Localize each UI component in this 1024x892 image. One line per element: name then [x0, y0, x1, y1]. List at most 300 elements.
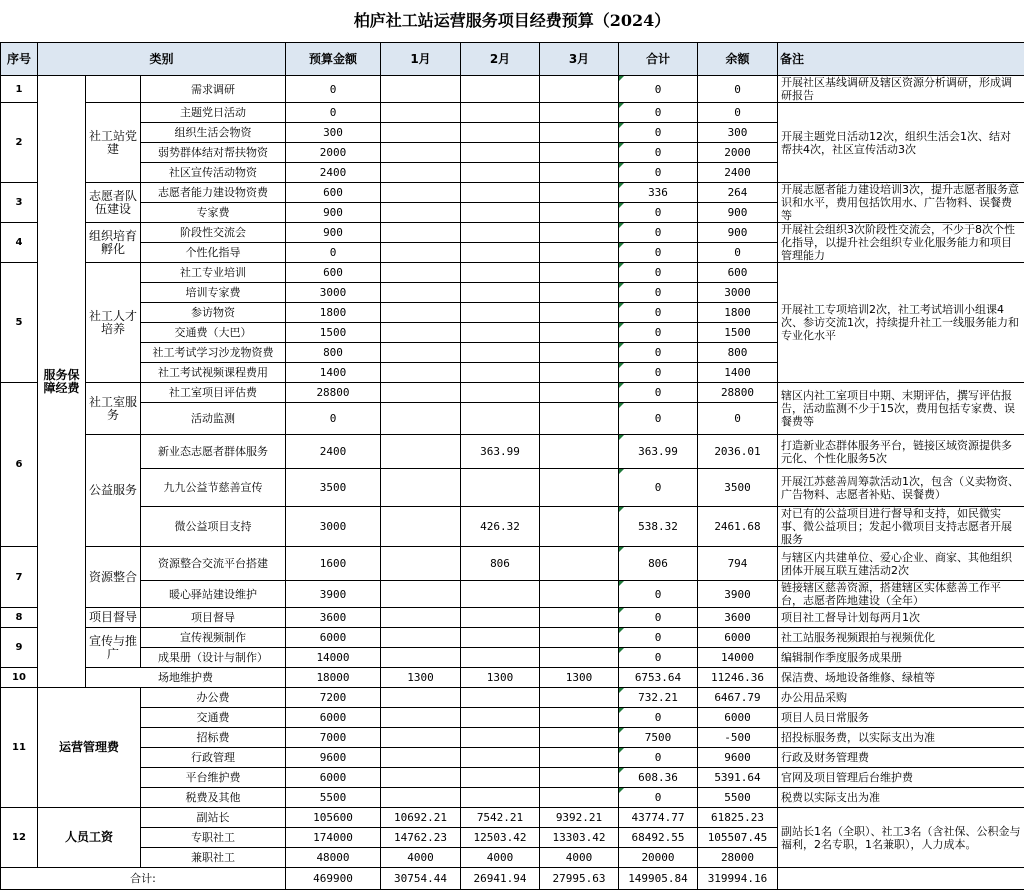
subcategory-cell: 社工室服务 — [86, 383, 141, 435]
m1-cell — [381, 469, 461, 507]
m2-cell — [461, 748, 540, 768]
total-cell: 0 — [619, 263, 698, 283]
budget-cell: 6000 — [286, 628, 381, 648]
header-m1: 1月 — [381, 43, 461, 76]
m3-cell — [540, 263, 619, 283]
table-row — [1, 708, 1024, 728]
budget-cell: 3900 — [286, 581, 381, 608]
m2-cell — [461, 403, 540, 435]
item-cell: 志愿者能力建设物资费 — [141, 183, 286, 203]
m1-cell — [381, 323, 461, 343]
balance-cell: 264 — [698, 183, 778, 203]
balance-cell: 0 — [698, 403, 778, 435]
total-cell: 0 — [619, 76, 698, 103]
budget-cell: 1500 — [286, 323, 381, 343]
total-cell: 538.32 — [619, 507, 698, 547]
total-cell: 0 — [619, 788, 698, 808]
balance-cell: 9600 — [698, 748, 778, 768]
header-row — [1, 43, 1024, 76]
budget-cell: 28800 — [286, 383, 381, 403]
m1-cell: 10692.21 — [381, 808, 461, 828]
m3-cell — [540, 507, 619, 547]
m1-cell — [381, 303, 461, 323]
m2-cell — [461, 243, 540, 263]
budget-cell: 1400 — [286, 363, 381, 383]
m3-cell: 9392.21 — [540, 808, 619, 828]
m1-cell — [381, 123, 461, 143]
m1-cell — [381, 628, 461, 648]
table-row — [1, 263, 1024, 283]
total-cell: 20000 — [619, 848, 698, 868]
m2-cell — [461, 788, 540, 808]
note-cell: 打造新业态群体服务平台，链接区域资源提供多元化、个性化服务5次 — [778, 435, 1024, 469]
m1-cell — [381, 363, 461, 383]
m3-cell — [540, 728, 619, 748]
note-cell: 项目社工督导计划每两月1次 — [778, 608, 1024, 628]
total-cell: 0 — [619, 123, 698, 143]
m2-cell — [461, 223, 540, 243]
m3-cell — [540, 103, 619, 123]
budget-cell: 0 — [286, 243, 381, 263]
m2-cell — [461, 203, 540, 223]
note-cell: 编辑制作季度服务成果册 — [778, 648, 1024, 668]
subcategory-cell: 宣传与推广 — [86, 628, 141, 668]
balance-cell: 5391.64 — [698, 768, 778, 788]
note-cell: 开展社区基线调研及辖区资源分析调研，形成调研报告 — [778, 76, 1024, 103]
item-cell: 成果册（设计与制作） — [141, 648, 286, 668]
balance-cell: 794 — [698, 547, 778, 581]
table-row — [1, 808, 1024, 828]
note-cell: 副站长1名（全职）、社工3名（含社保、公积金与福利，2名专职，1名兼职），人力成本。 — [778, 808, 1024, 868]
item-cell: 专职社工 — [141, 828, 286, 848]
m2-cell — [461, 728, 540, 748]
m2-cell — [461, 708, 540, 728]
item-cell: 资源整合交流平台搭建 — [141, 547, 286, 581]
m1-cell — [381, 183, 461, 203]
total-cell: 0 — [619, 708, 698, 728]
item-cell: 社工考试学习沙龙物资费 — [141, 343, 286, 363]
m1-cell — [381, 163, 461, 183]
budget-cell: 1800 — [286, 303, 381, 323]
m1-cell — [381, 103, 461, 123]
m2-cell — [461, 283, 540, 303]
item-cell: 弱势群体结对帮扶物资 — [141, 143, 286, 163]
m3-cell — [540, 303, 619, 323]
item-cell: 社工专业培训 — [141, 263, 286, 283]
table-row — [1, 435, 1024, 469]
table-row — [1, 688, 1024, 708]
item-cell: 微公益项目支持 — [141, 507, 286, 547]
m3-cell — [540, 748, 619, 768]
m3-cell — [540, 383, 619, 403]
item-cell: 税费及其他 — [141, 788, 286, 808]
sheet-title: 柏庐社工站运营服务项目经费预算（2024） — [353, 11, 671, 30]
m2-cell — [461, 103, 540, 123]
table-row — [1, 748, 1024, 768]
seq-cell: 11 — [1, 688, 38, 808]
m3-cell — [540, 581, 619, 608]
m3-cell — [540, 343, 619, 363]
m3-cell — [540, 283, 619, 303]
note-cell: 官网及项目管理后台维护费 — [778, 768, 1024, 788]
budget-cell: 800 — [286, 343, 381, 363]
m1-cell — [381, 343, 461, 363]
total-cell: 732.21 — [619, 688, 698, 708]
note-cell: 税费以实际支出为准 — [778, 788, 1024, 808]
m2-cell — [461, 163, 540, 183]
budget-cell: 105600 — [286, 808, 381, 828]
balance-cell: 0 — [698, 76, 778, 103]
m1-cell — [381, 283, 461, 303]
total-cell: 43774.77 — [619, 808, 698, 828]
total-cell: 0 — [619, 283, 698, 303]
total-cell: 6753.64 — [619, 668, 698, 688]
item-cell: 副站长 — [141, 808, 286, 828]
total-cell: 0 — [619, 203, 698, 223]
seq-cell: 1 — [1, 76, 38, 103]
table-row — [1, 223, 1024, 243]
item-cell: 社区宣传活动物资 — [141, 163, 286, 183]
seq-cell: 4 — [1, 223, 38, 263]
table-row — [1, 183, 1024, 203]
total-cell: 363.99 — [619, 435, 698, 469]
header-note: 备注 — [778, 43, 1024, 76]
item-cell: 兼职社工 — [141, 848, 286, 868]
m3-cell — [540, 203, 619, 223]
m1-cell — [381, 688, 461, 708]
table-row — [1, 383, 1024, 403]
m1-cell — [381, 507, 461, 547]
m3-cell — [540, 123, 619, 143]
item-cell: 新业态志愿者群体服务 — [141, 435, 286, 469]
m1-cell — [381, 243, 461, 263]
balance-cell: 1500 — [698, 323, 778, 343]
budget-cell: 7200 — [286, 688, 381, 708]
subcategory-cell: 资源整合 — [86, 547, 141, 608]
budget-cell: 3000 — [286, 507, 381, 547]
budget-cell: 0 — [286, 103, 381, 123]
budget-cell: 14000 — [286, 648, 381, 668]
total-cell: 0 — [619, 748, 698, 768]
budget-cell: 18000 — [286, 668, 381, 688]
total-cell: 0 — [619, 581, 698, 608]
total-cell: 0 — [619, 343, 698, 363]
item-cell: 暖心驿站建设维护 — [141, 581, 286, 608]
item-cell: 专家费 — [141, 203, 286, 223]
m2-cell — [461, 628, 540, 648]
balance-cell: 0 — [698, 243, 778, 263]
m2-cell: 1300 — [461, 668, 540, 688]
m3-cell — [540, 243, 619, 263]
subcategory-cell: 社工站党建 — [86, 103, 141, 183]
totals-m1: 30754.44 — [381, 868, 461, 890]
seq-cell: 10 — [1, 668, 38, 688]
item-cell: 组织生活会物资 — [141, 123, 286, 143]
table-row — [1, 103, 1024, 123]
balance-cell: 11246.36 — [698, 668, 778, 688]
m2-cell — [461, 263, 540, 283]
m1-cell — [381, 748, 461, 768]
budget-cell: 48000 — [286, 848, 381, 868]
budget-cell: 2000 — [286, 143, 381, 163]
note-cell: 链接辖区慈善资源，搭建辖区实体慈善工作平台，志愿者阵地建设（全年） — [778, 581, 1024, 608]
total-cell: 0 — [619, 243, 698, 263]
m2-cell: 806 — [461, 547, 540, 581]
balance-cell: 6467.79 — [698, 688, 778, 708]
total-cell: 336 — [619, 183, 698, 203]
totals-row — [1, 868, 1024, 890]
m2-cell: 12503.42 — [461, 828, 540, 848]
note-cell: 辖区内社工室项目中期、末期评估，撰写评估报告，活动监测不少于15次，费用包括专家费、误餐费等 — [778, 383, 1024, 435]
m2-cell — [461, 183, 540, 203]
item-cell: 项目督导 — [141, 608, 286, 628]
balance-cell: 300 — [698, 123, 778, 143]
note-cell: 与辖区内共建单位、爱心企业、商家、其他组织团体开展互联互建活动2次 — [778, 547, 1024, 581]
subcategory-cell: 项目督导 — [86, 608, 141, 628]
balance-cell: 3000 — [698, 283, 778, 303]
budget-table — [0, 42, 1024, 890]
table-row — [1, 608, 1024, 628]
budget-cell: 600 — [286, 183, 381, 203]
note-cell: 开展江苏慈善周筹款活动1次，包含（义卖物资、广告物料、志愿者补贴、误餐费） — [778, 469, 1024, 507]
total-cell: 0 — [619, 143, 698, 163]
group-cell: 人员工资 — [38, 808, 141, 868]
m3-cell — [540, 363, 619, 383]
m2-cell — [461, 383, 540, 403]
budget-cell: 3000 — [286, 283, 381, 303]
note-cell: 对已有的公益项目进行督导和支持，如民微实事、微公益项目；发起小微项目支持志愿者开展服务 — [778, 507, 1024, 547]
seq-cell: 6 — [1, 383, 38, 547]
m3-cell: 1300 — [540, 668, 619, 688]
item-cell: 平台维护费 — [141, 768, 286, 788]
total-cell: 0 — [619, 323, 698, 343]
item-cell: 参访物资 — [141, 303, 286, 323]
budget-cell: 600 — [286, 263, 381, 283]
note-cell: 招投标服务费，以实际支出为准 — [778, 728, 1024, 748]
table-row — [1, 768, 1024, 788]
balance-cell: 900 — [698, 203, 778, 223]
header-m2: 2月 — [461, 43, 540, 76]
m1-cell: 14762.23 — [381, 828, 461, 848]
balance-cell: 1800 — [698, 303, 778, 323]
note-cell: 开展社会组织3次阶段性交流会，不少于8次个性化指导，以提升社会组织专业化服务能力和项目管理能力 — [778, 223, 1024, 263]
seq-cell: 8 — [1, 608, 38, 628]
m2-cell — [461, 323, 540, 343]
m1-cell — [381, 223, 461, 243]
m1-cell — [381, 608, 461, 628]
balance-cell: 2400 — [698, 163, 778, 183]
m3-cell — [540, 435, 619, 469]
balance-cell: 61825.23 — [698, 808, 778, 828]
m3-cell — [540, 183, 619, 203]
item-cell: 交通费（大巴） — [141, 323, 286, 343]
subcategory-cell: 志愿者队伍建设 — [86, 183, 141, 223]
total-cell: 68492.55 — [619, 828, 698, 848]
total-cell: 0 — [619, 648, 698, 668]
header-seq: 序号 — [1, 43, 38, 76]
m3-cell: 4000 — [540, 848, 619, 868]
item-cell: 个性化指导 — [141, 243, 286, 263]
total-cell: 0 — [619, 383, 698, 403]
total-cell: 0 — [619, 303, 698, 323]
m2-cell — [461, 648, 540, 668]
table-row — [1, 728, 1024, 748]
item-cell: 宣传视频制作 — [141, 628, 286, 648]
balance-cell: 3600 — [698, 608, 778, 628]
item-cell: 行政管理 — [141, 748, 286, 768]
balance-cell: 2461.68 — [698, 507, 778, 547]
total-cell: 0 — [619, 628, 698, 648]
budget-cell: 6000 — [286, 708, 381, 728]
m2-cell — [461, 123, 540, 143]
item-cell: 阶段性交流会 — [141, 223, 286, 243]
balance-cell: 14000 — [698, 648, 778, 668]
item-cell: 培训专家费 — [141, 283, 286, 303]
budget-cell: 174000 — [286, 828, 381, 848]
m1-cell — [381, 581, 461, 608]
note-cell: 项目人员日常服务 — [778, 708, 1024, 728]
budget-cell: 9600 — [286, 748, 381, 768]
balance-cell: 0 — [698, 103, 778, 123]
table-row — [1, 628, 1024, 648]
budget-cell: 3600 — [286, 608, 381, 628]
m2-cell — [461, 343, 540, 363]
balance-cell: 5500 — [698, 788, 778, 808]
table-row — [1, 788, 1024, 808]
balance-cell: 6000 — [698, 708, 778, 728]
m2-cell: 363.99 — [461, 435, 540, 469]
balance-cell: 1400 — [698, 363, 778, 383]
m2-cell — [461, 303, 540, 323]
balance-cell: 900 — [698, 223, 778, 243]
m1-cell — [381, 435, 461, 469]
m1-cell — [381, 403, 461, 435]
m3-cell — [540, 688, 619, 708]
m1-cell — [381, 263, 461, 283]
m2-cell: 7542.21 — [461, 808, 540, 828]
item-cell: 主题党日活动 — [141, 103, 286, 123]
m3-cell: 13303.42 — [540, 828, 619, 848]
balance-cell: 2000 — [698, 143, 778, 163]
budget-cell: 0 — [286, 403, 381, 435]
m1-cell — [381, 788, 461, 808]
budget-cell: 2400 — [286, 435, 381, 469]
m2-cell — [461, 581, 540, 608]
m2-cell — [461, 363, 540, 383]
total-cell: 0 — [619, 608, 698, 628]
balance-cell: 28000 — [698, 848, 778, 868]
m1-cell — [381, 76, 461, 103]
balance-cell: 28800 — [698, 383, 778, 403]
m3-cell — [540, 143, 619, 163]
m1-cell — [381, 708, 461, 728]
note-cell: 办公用品采购 — [778, 688, 1024, 708]
seq-cell: 9 — [1, 628, 38, 668]
table-row — [1, 469, 1024, 507]
totals-budget: 469900 — [286, 868, 381, 890]
balance-cell: 105507.45 — [698, 828, 778, 848]
budget-cell: 7000 — [286, 728, 381, 748]
budget-cell: 900 — [286, 223, 381, 243]
seq-cell: 2 — [1, 103, 38, 183]
header-budget: 预算金额 — [286, 43, 381, 76]
balance-cell: 2036.01 — [698, 435, 778, 469]
note-cell: 社工站服务视频跟拍与视频优化 — [778, 628, 1024, 648]
m3-cell — [540, 403, 619, 435]
header-balance: 余额 — [698, 43, 778, 76]
budget-cell: 300 — [286, 123, 381, 143]
budget-cell: 0 — [286, 76, 381, 103]
m1-cell: 4000 — [381, 848, 461, 868]
item-cell: 活动监测 — [141, 403, 286, 435]
m3-cell — [540, 768, 619, 788]
m2-cell — [461, 608, 540, 628]
header-m3: 3月 — [540, 43, 619, 76]
subcategory-cell: 公益服务 — [86, 435, 141, 547]
m3-cell — [540, 76, 619, 103]
m3-cell — [540, 708, 619, 728]
note-cell: 开展社工专项培训2次，社工考试培训小组课4次、参访交流1次，持续提升社工一线服务能力和专业化水平 — [778, 263, 1024, 383]
total-cell: 608.36 — [619, 768, 698, 788]
seq-cell: 7 — [1, 547, 38, 608]
m1-cell — [381, 547, 461, 581]
subcategory-cell — [86, 76, 141, 103]
budget-cell: 1600 — [286, 547, 381, 581]
m3-cell — [540, 547, 619, 581]
header-total: 合计 — [619, 43, 698, 76]
totals-balance: 319994.16 — [698, 868, 778, 890]
balance-cell: 600 — [698, 263, 778, 283]
m2-cell — [461, 143, 540, 163]
item-cell: 社工室项目评估费 — [141, 383, 286, 403]
totals-total: 149905.84 — [619, 868, 698, 890]
seq-cell: 12 — [1, 808, 38, 868]
m2-cell: 426.32 — [461, 507, 540, 547]
m2-cell — [461, 76, 540, 103]
budget-cell: 900 — [286, 203, 381, 223]
total-cell: 0 — [619, 403, 698, 435]
item-cell: 社工考试视频课程费用 — [141, 363, 286, 383]
balance-cell: 3900 — [698, 581, 778, 608]
seq-cell: 3 — [1, 183, 38, 223]
total-cell: 0 — [619, 363, 698, 383]
m3-cell — [540, 469, 619, 507]
balance-cell: -500 — [698, 728, 778, 748]
m2-cell — [461, 469, 540, 507]
item-cell: 需求调研 — [141, 76, 286, 103]
m1-cell — [381, 143, 461, 163]
total-cell: 0 — [619, 103, 698, 123]
table-row — [1, 668, 1024, 688]
totals-m2: 26941.94 — [461, 868, 540, 890]
m3-cell — [540, 163, 619, 183]
note-cell: 行政及财务管理费 — [778, 748, 1024, 768]
m1-cell — [381, 203, 461, 223]
item-cell: 招标费 — [141, 728, 286, 748]
m2-cell: 4000 — [461, 848, 540, 868]
balance-cell: 6000 — [698, 628, 778, 648]
total-cell: 0 — [619, 223, 698, 243]
item-cell: 场地维护费 — [86, 668, 286, 688]
note-cell: 开展主题党日活动12次，组织生活会1次、结对帮扶4次，社区宣传活动3次 — [778, 103, 1024, 183]
table-row — [1, 648, 1024, 668]
table-row — [1, 76, 1024, 103]
m3-cell — [540, 648, 619, 668]
total-cell: 0 — [619, 163, 698, 183]
m3-cell — [540, 323, 619, 343]
totals-note — [778, 868, 1024, 890]
budget-cell: 2400 — [286, 163, 381, 183]
